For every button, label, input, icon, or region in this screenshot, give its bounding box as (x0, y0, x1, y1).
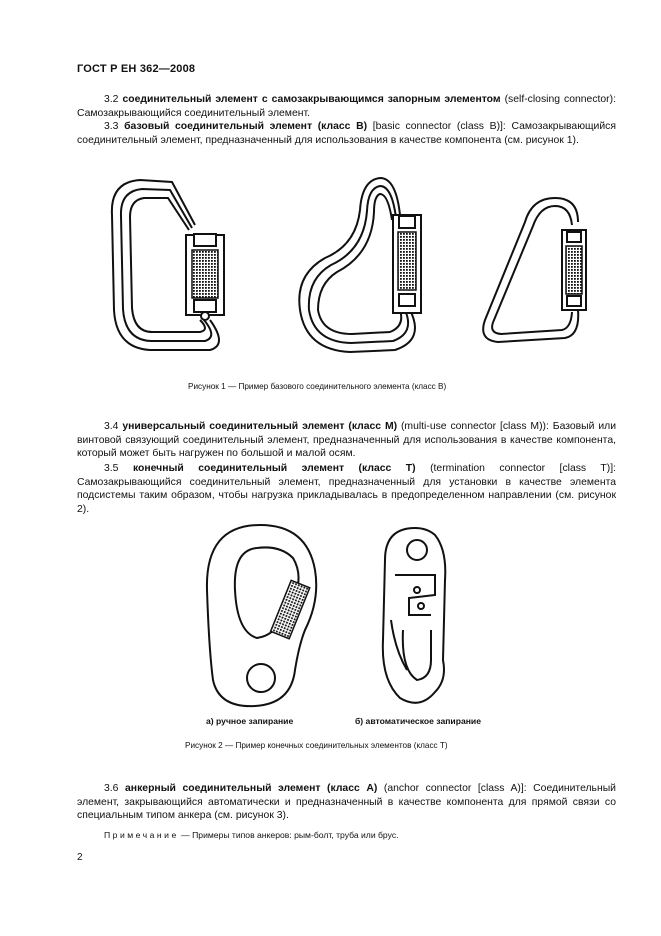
figure-2-caption: Рисунок 2 — Пример конечных соединительных элементов (класс Т) (185, 741, 448, 750)
section-text: (termination connector [class T)]: Самозакрывающийся соединительный элемент, предназначенный для установки в качестве элемента подсистемы таким образом, чтобы нагрузка прикладывалась в предопределенном направлении (см. рисунок 2). (77, 463, 617, 515)
figure-2-label-a: а) ручное запирание (206, 716, 294, 726)
pear-carabiner-icon (299, 178, 421, 352)
section-3-4 (77, 420, 616, 461)
section-3-6 (77, 782, 616, 823)
section-text: [basic connector (class B)]: Самозакрывающийся соединительный элемент, предназначенный для использования в качестве компонента (см. рисунок 1). (77, 121, 616, 146)
section-term: конечный соединительный элемент (класс Т) (132, 463, 416, 474)
section-term: соединительный элемент с самозакрывающимся запорным элементом (122, 94, 501, 105)
figure-1-carabiners (100, 170, 610, 370)
section-number: 3.6 (104, 783, 119, 794)
figure-2-label-b: б) автоматическое запирание (355, 716, 481, 726)
section-number: 3.4 (104, 421, 119, 432)
section-3-3 (77, 120, 616, 147)
note-label: Примечание (104, 830, 179, 840)
section-3-2 (77, 93, 616, 120)
section-text: (multi-use connector [class M)): Базовый или винтовой связующий соединительный элемент, предназначенный для использования в качестве компонента, который может быть нагружен по большой и малой осям. (77, 421, 616, 460)
figure-2-connectors (195, 520, 485, 710)
section-term: базовый соединительный элемент (класс В) (124, 121, 368, 132)
section-term: анкерный соединительный элемент (класс А) (125, 783, 378, 794)
automatic-lock-hook-icon (383, 528, 445, 703)
section-number: 3.5 (104, 463, 119, 474)
triangle-carabiner-icon (483, 198, 586, 342)
section-text: (self-closing connector): Самозакрывающийся соединительный элемент. (77, 94, 616, 119)
page-number: 2 (77, 852, 83, 863)
note-text: — Примеры типов анкеров: рым-болт, труба или брус. (178, 830, 399, 840)
section-term: универсальный соединительный элемент (класс М) (122, 421, 398, 432)
section-number: 3.3 (104, 121, 119, 132)
section-text: (anchor connector [class A)]: Соединительный элемент, закрывающийся автоматически и предназначенный в качестве компонента для прямой связи со специальным типом анкера (см. рисунок 3). (77, 783, 616, 822)
manual-lock-hook-icon (207, 525, 316, 706)
figure-1-caption: Рисунок 1 — Пример базового соединительного элемента (класс В) (188, 382, 447, 391)
d-carabiner-icon (112, 180, 224, 350)
section-number: 3.2 (104, 94, 119, 105)
section-3-5 (77, 462, 616, 516)
note (104, 830, 399, 840)
document-header: ГОСТ Р ЕН 362—2008 (77, 63, 196, 75)
